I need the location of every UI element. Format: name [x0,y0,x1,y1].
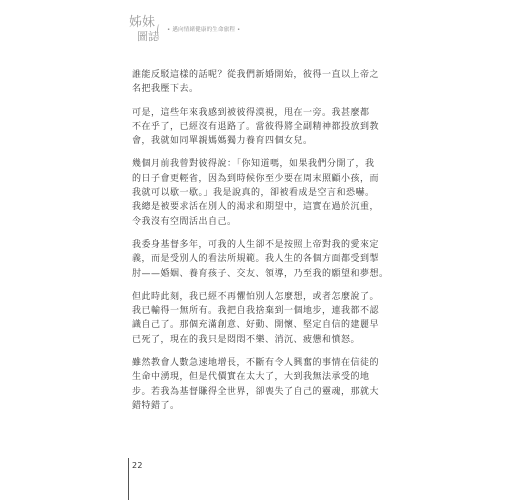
text-line: 的日子會更輕省，因為到時候你至少要在周末照顧小孩，而 [132,173,380,184]
text-line: 錯特錯了。 [132,400,180,411]
logo-text-top: 姊妹 [129,15,156,30]
paragraph-2 [132,106,382,149]
text-line: 步。若我為基督賺得全世界，卻喪失了自己的靈魂，那就大 [132,386,380,397]
article-body [132,68,389,422]
text-line: 名把我壓下去。 [132,84,199,95]
magazine-logo [129,16,163,50]
paragraph-5 [132,290,382,347]
logo-text-bottom: 圖誌 [137,30,159,43]
paragraph-6 [132,356,382,413]
text-line: 我委身基督多年，可我的人生卻不是按照上帝對我的愛來定 [132,239,380,250]
text-line: 已死了，現在的我只是悶悶不樂、消沉、疲憊和憤怒。 [132,334,361,345]
text-line: 但此時此刻，我已經不再懼怕別人怎麼想，或者怎麼說了。 [132,291,380,302]
paragraph-3 [132,157,382,228]
text-line: 生命中湧現，但是代價實在太大了，大到我無法承受的地 [132,372,370,383]
text-line: 幾個月前我曾對彼得說：「你知道嗎，如果我們分開了，我 [132,159,375,170]
page-header [129,16,241,50]
header-tagline: • 邁向情緒健康的生命旅程 • [167,27,241,33]
text-line: 令我沒有空間活出自己。 [132,216,237,227]
text-line: 會，我就如同單親媽媽獨力養育四個女兒。 [132,136,313,147]
text-line: 肘——婚姻、養育孩子、交友、領導，乃至我的願望和夢想。 [132,268,389,279]
text-line: 我總是被要求活在別人的渴求和期望中，這實在過於沉重， [132,202,380,213]
logo-swirl-icon [157,24,162,38]
text-line: 義，而是受別人的看法所規範。我人生的各個方面都受到掣 [132,254,380,265]
text-line: 可是，這些年來我感到被彼得漠視，甩在一旁。我甚麼都 [132,107,370,118]
paragraph-4 [132,238,389,281]
paragraph-1 [132,68,382,97]
footer-divider [128,458,129,500]
text-line: 我就可以歇一歇。」我是說真的，卻被看成是空言和恐嚇。 [132,188,375,199]
text-line: 識自己了。那個充滿創意、好動、開懷、堅定自信的建麗早 [132,320,380,331]
text-line: 雖然教會人數急速地增長，不斷有令人興奮的事情在信徒的 [132,358,380,369]
text-line: 我已輸得一無所有。我把自我捨棄到一個地步，連我都不認 [132,306,380,317]
page-number: 22 [132,461,143,470]
text-line: 不在乎了，已經沒有退路了。當彼得將全副精神都投放到教 [132,121,380,132]
text-line: 誰能反駁這樣的話呢？從我們新婚開始，彼得一直以上帝之 [132,70,380,80]
